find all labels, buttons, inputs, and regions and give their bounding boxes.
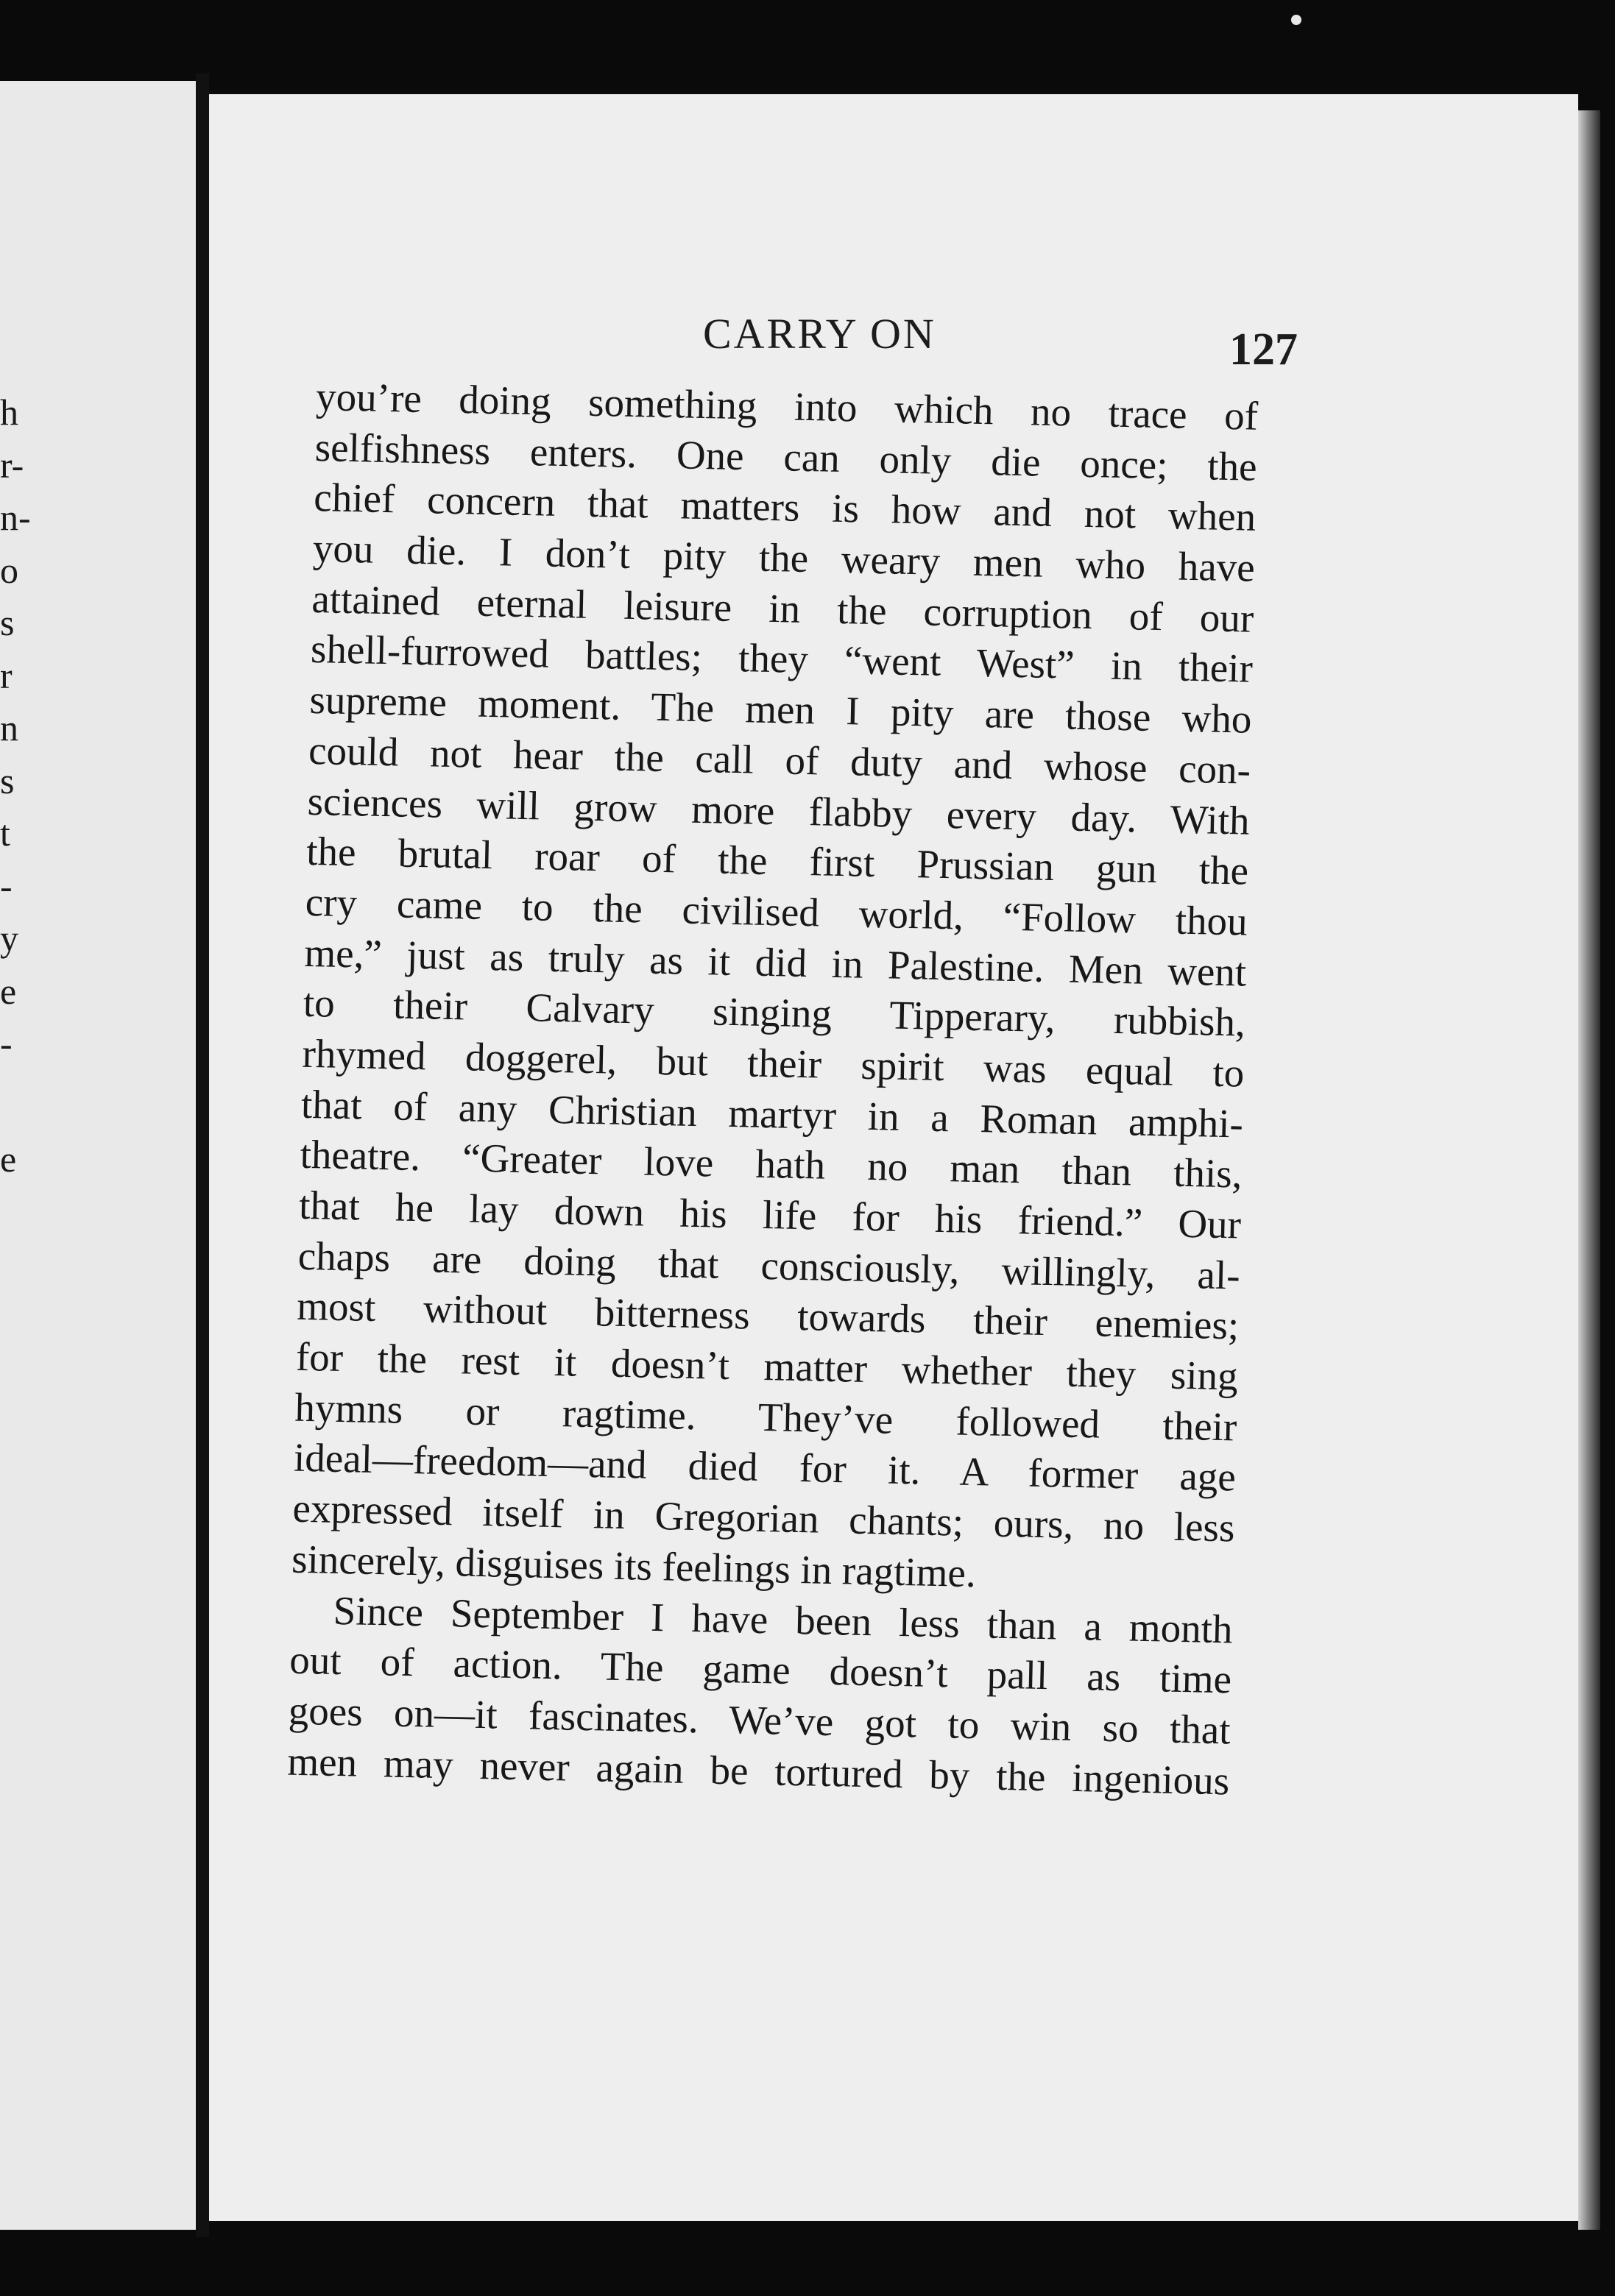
margin-fragment: t [0, 812, 10, 854]
margin-fragment: e [0, 971, 17, 1012]
book-gutter [196, 74, 209, 2237]
text-line: supreme moment. The men I pity are those who [309, 677, 1253, 742]
text-line: rhymed doggerel, but their spirit was equal to [301, 1030, 1245, 1096]
margin-fragment: - [0, 865, 13, 907]
text-line: you’re doing something into which no trace of [315, 373, 1259, 439]
text-line: theatre. “Greater love hath no man than this, [300, 1132, 1243, 1197]
text-line: me,” just as truly as it did in Palestine. Men went [303, 929, 1247, 995]
margin-fragment: o [0, 550, 18, 591]
margin-fragment: s [0, 602, 15, 643]
text-line: that he lay down his life for his friend.” Our [298, 1182, 1242, 1247]
page-edge-shadow [1578, 110, 1600, 2230]
margin-fragment: n [0, 707, 18, 748]
text-line: hymns or ragtime. They’ve followed their [294, 1384, 1237, 1450]
text-line: men may never again be tortured by the ingenious [286, 1738, 1230, 1803]
text-line: ideal—freedom—and died for it. A former age [293, 1435, 1237, 1500]
margin-fragment: e [0, 1138, 17, 1180]
text-line: cry came to the civilised world, “Follow thou [305, 879, 1248, 944]
margin-fragment: s [0, 760, 15, 801]
margin-fragment: r [0, 655, 13, 696]
text-line: selfishness enters. One can only die once; the [314, 424, 1258, 489]
margin-fragment: n- [0, 497, 31, 538]
text-line: that of any Christian martyr in a Roman amphi- [300, 1081, 1244, 1147]
text-line: attained eternal leisure in the corruption of our [311, 575, 1254, 641]
margin-fragment: y [0, 918, 18, 959]
text-line: chief concern that matters is how and not when [313, 475, 1257, 540]
text-line: you die. I don’t pity the weary men who have [312, 525, 1256, 590]
text-line: for the rest it doesn’t matter whether they sing [295, 1333, 1239, 1399]
text-line: out of action. The game doesn’t pall as time [289, 1637, 1232, 1702]
previous-page-edge [0, 81, 197, 2230]
text-line: goes on—it fascinates. We’ve got to win so that [288, 1687, 1231, 1753]
text-line: Since September I have been less than a month [333, 1587, 1234, 1651]
text-line: shell-furrowed battles; they “went West” in their [310, 626, 1254, 692]
margin-fragment: - [0, 1023, 13, 1064]
running-head: CARRY ON [703, 310, 936, 358]
text-line: most without bitterness towards their enemies; [296, 1283, 1240, 1348]
text-line: to their Calvary singing Tipperary, rubbish, [303, 980, 1246, 1045]
text-line: sciences will grow more flabby every day. With [307, 778, 1251, 843]
text-line: expressed itself in Gregorian chants; ours, no less [292, 1485, 1236, 1551]
text-line: the brutal roar of the first Prussian gun the [305, 829, 1249, 893]
margin-fragment: r- [0, 444, 24, 486]
text-line: could not hear the call of duty and whose con- [308, 727, 1251, 793]
text-line: sincerely, disguises its feelings in ragtime. [291, 1536, 977, 1595]
text-line: chaps are doing that consciously, willingly, al- [297, 1233, 1241, 1298]
margin-fragment: h [0, 391, 18, 433]
page-number: 127 [1229, 325, 1298, 375]
scan-artifact [1291, 15, 1301, 25]
body-text [287, 372, 1259, 1807]
